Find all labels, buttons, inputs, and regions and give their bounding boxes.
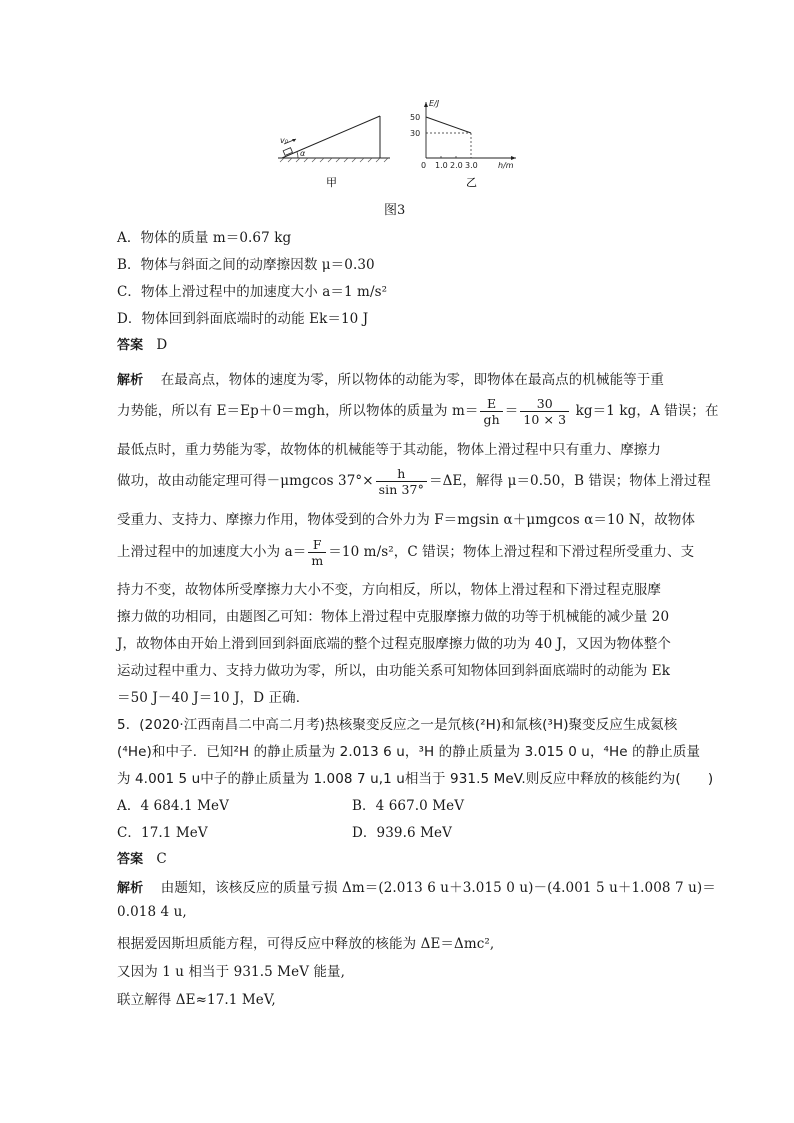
q4-answer-value: D <box>156 337 168 353</box>
y-tick-50: 50 <box>410 113 421 122</box>
q5-answer-label: 答案 <box>117 852 144 867</box>
q4-analysis-line-9: J，故物体由开始上滑到回到斜面底端的整个过程克服摩擦力做的功为 40 J，又因为物体整个 <box>117 636 671 652</box>
q4-analysis-text-4a: 做功，故由动能定理可得－μmgcos 37°× <box>117 473 374 489</box>
q4-analysis-label: 解析 <box>117 373 144 388</box>
figure-caption: 图3 <box>384 203 406 218</box>
q5-analysis-text-1: 由题知，该核反应的质量亏损 Δm＝(2.013 6 u＋3.015 0 u)－(4.001 5 u＋1.008 7 u)＝ <box>160 880 716 896</box>
x-tick-1: 1.0 <box>435 161 448 170</box>
q5-option-c: C．17.1 MeV <box>117 825 208 841</box>
ground-hatching <box>280 158 388 162</box>
x-axis-arrow <box>511 156 516 160</box>
alpha-label: α <box>300 149 306 158</box>
q5-answer-value: C <box>156 851 167 867</box>
q4-analysis-line-8: 擦力做的功相同，由题图乙可知：物体上滑过程中克服摩擦力做的功等于机械能的减少量 20 <box>117 609 670 625</box>
q5-stem-line-1: 5．(2020·江西南昌二中高二月考)热核聚变反应之一是氘核(²H)和氚核(³H)聚变反应生成氦核 <box>117 717 678 733</box>
q4-analysis-line-2 <box>117 396 719 427</box>
energy-graph <box>424 102 516 160</box>
q4-option-c: C．物体上滑过程中的加速度大小 a＝1 m/s² <box>117 284 388 300</box>
q4-option-b: B．物体与斜面之间的动摩擦因数 μ＝0.30 <box>117 257 375 273</box>
energy-line <box>426 117 471 133</box>
q4-analysis-line-6 <box>117 537 694 568</box>
q4-answer-label: 答案 <box>117 338 144 353</box>
y-tick-30: 30 <box>410 129 421 138</box>
frac-den: sin 37° <box>378 482 424 497</box>
fraction-e-over-gh <box>480 396 502 427</box>
q4-analysis-line-7: 持力不变，故物体所受摩擦力大小不变，方向相反，所以，物体上滑过程和下滑过程克服摩 <box>117 582 661 598</box>
incline-diagram <box>278 116 390 162</box>
y-axis-arrow <box>424 102 428 107</box>
q5-option-d: D．939.6 MeV <box>352 825 452 841</box>
q4-analysis-text-4b: ＝ΔE，解得 μ＝0.50，B 错误；物体上滑过程 <box>428 473 711 489</box>
angle-arc <box>297 152 298 158</box>
q4-analysis-text-2c: kg＝1 kg，A 错误；在 <box>575 403 719 419</box>
q4-analysis-line-1 <box>117 368 664 388</box>
figure-3 <box>270 96 520 196</box>
fraction-f-over-m <box>308 537 326 568</box>
q4-analysis-text-1: 在最高点，物体的速度为零，所以物体的动能为零，即物体在最高点的机械能等于重 <box>160 372 664 388</box>
q5-analysis-line-1 <box>117 876 716 896</box>
q5-answer <box>117 848 167 867</box>
q4-analysis-text-2a: 力势能，所以有 E＝Ep＋0＝mgh，所以物体的质量为 m＝ <box>117 403 479 419</box>
q4-analysis-line-3: 最低点时，重力势能为零，故物体的机械能等于其动能，物体上滑过程中只有重力、摩擦力 <box>117 442 661 458</box>
figure-drawing <box>270 96 520 196</box>
incline-slope <box>282 116 380 158</box>
x-tick-3: 3.0 <box>465 161 478 170</box>
y-axis-label: E/J <box>429 99 440 108</box>
q4-analysis-text-2b: ＝ <box>504 403 519 419</box>
frac-num: E <box>480 396 502 412</box>
q4-analysis-text-6b: ＝10 m/s²，C 错误；物体上滑过程和下滑过程所受重力、支 <box>328 544 695 560</box>
q5-analysis-label: 解析 <box>117 881 144 896</box>
q5-option-b: B．4 667.0 MeV <box>352 798 465 814</box>
x-tick-0: 0 <box>421 161 427 170</box>
q4-analysis-line-5: 受重力、支持力、摩擦力作用，物体受到的合外力为 F＝mgsin α＋μmgcos α＝10 N，故物体 <box>117 512 696 528</box>
fraction-h-over-sin <box>376 466 427 497</box>
frac-num: F <box>308 537 326 553</box>
q5-analysis-line-2: 0.018 4 u, <box>117 904 187 920</box>
q4-analysis-text-6a: 上滑过程中的加速度大小为 a＝ <box>117 544 307 560</box>
fraction-30-over-30 <box>520 396 569 427</box>
q5-analysis-line-4: 又因为 1 u 相当于 931.5 MeV 能量, <box>117 964 346 980</box>
q5-stem-line-3: 为 4.001 5 u中子的静止质量为 1.008 7 u,1 u相当于 931.5 MeV.则反应中释放的核能约为( ) <box>117 771 714 787</box>
q4-answer <box>117 334 167 353</box>
yi-label: 乙 <box>466 176 477 189</box>
x-tick-2: 2.0 <box>450 161 463 170</box>
frac-num: 30 <box>520 396 569 412</box>
q4-analysis-line-4 <box>117 466 711 497</box>
q5-analysis-line-5: 联立解得 ΔE≈17.1 MeV, <box>117 992 276 1008</box>
x-axis-label: h/m <box>498 161 514 170</box>
jia-label: 甲 <box>326 176 337 189</box>
frac-num: h <box>376 466 427 482</box>
q4-analysis-line-11: ＝50 J－40 J＝10 J，D 正确． <box>117 690 310 706</box>
frac-den: m <box>311 553 324 568</box>
frac-den: gh <box>483 412 500 427</box>
q5-analysis-line-3: 根据爱因斯坦质能方程，可得反应中释放的核能为 ΔE＝Δmc², <box>117 936 495 952</box>
q4-option-a: A．物体的质量 m＝0.67 kg <box>117 230 292 246</box>
q5-stem-line-2: (⁴He)和中子．已知²H 的静止质量为 2.013 6 u，³H 的静止质量为 3.015 0 u，⁴He 的静止质量 <box>117 744 701 760</box>
q4-option-d: D．物体回到斜面底端时的动能 Ek＝10 J <box>117 311 369 327</box>
q4-analysis-line-10: 运动过程中重力、支持力做功为零，所以，由功能关系可知物体回到斜面底端时的动能为 Ek <box>117 663 671 679</box>
v0-label: v₀ <box>280 136 288 145</box>
frac-den: 10 × 3 <box>523 412 567 427</box>
q5-option-a: A．4 684.1 MeV <box>117 798 229 814</box>
